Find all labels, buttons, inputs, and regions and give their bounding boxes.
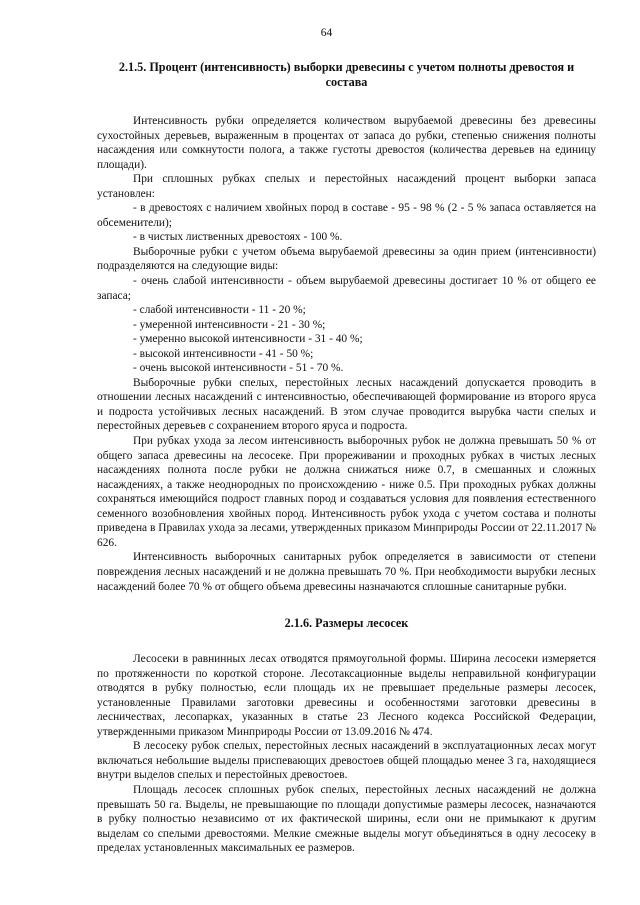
list-item: - слабой интенсивности - 11 - 20 %; [133, 304, 306, 317]
paragraph: При рубках ухода за лесом интенсивность выборочных рубок не должна превышать 50 % от общего запаса древесины на лесосеке. При прореживании и проходных рубках в чистых лесных насаждениях полнота после рубки не должна снижаться ниже 0.7, в смешанных и сложных насаждениях, а также неоднородных по происхождению - ниже 0.5. При проходных рубках должны сохраняться имеющийся подрост главных пород и создаваться условия для появления естественного семенного возобновления хвойных пород. Интенсивность рубок ухода с учетом состава и полноты приведена в Правилах ухода за лесами, утвержденных приказом Минприроды России от 22.11.2017 № 626. [97, 435, 596, 549]
section-title: 2.1.5. Процент (интенсивность) выборки древесины с учетом полноты древостоя и состава [118, 60, 575, 89]
section-intensity [97, 60, 596, 594]
list-item: - умеренной интенсивности - 21 - 30 %; [133, 318, 326, 331]
paragraph: Выборочные рубки спелых, перестойных лесных насаждений допускается проводить в отношении лесных насаждений с интенсивностью, обеспечивающей формирование из второго яруса и подроста устойчивых лесных насаждений. В этом случае проводится вырубка части спелых и перестойных деревьев с сохранением второго яруса и подроста. [97, 376, 596, 433]
list-item: - очень слабой интенсивности - объем вырубаемой древесины достигает 10 % от общего ее запаса; [97, 275, 596, 302]
paragraph: Интенсивность рубки определяется количеством вырубаемой древесины без древесины сухостойных деревьев, выраженным в процентах от запаса до рубки, степенью снижения полноты насаждения или сомкнутости полога, а также густоты древостоя (количества деревьев на единицу площади). [97, 115, 596, 171]
paragraph: Интенсивность выборочных санитарных рубок определяется в зависимости от степени повреждения лесных насаждений и не должна превышать 70 %. При необходимости вырубки лесных насаждений более 70 % от общего объема древесины назначаются сплошные санитарные рубки. [97, 551, 596, 593]
list-item: - в чистых лиственных древостоях - 100 %. [133, 231, 343, 244]
paragraph: При сплошных рубках спелых и перестойных насаждений процент выборки запаса установлен: [97, 173, 596, 200]
section-cutting-area-sizes [97, 616, 596, 856]
paragraph: В лесосеку рубок спелых, перестойных лесных насаждений в эксплуатационных лесах могут включаться небольшие выделы приспевающих древостоев общей площадью менее 3 га, находящиеся внутри выделов спелых и перестойных древостоев. [97, 740, 596, 782]
paragraph: Выборочные рубки с учетом объема вырубаемой древесины за один прием (интенсивности) подразделяются на следующие виды: [97, 245, 596, 273]
paragraph: Лесосеки в равнинных лесах отводятся прямоугольной формы. Ширина лесосеки измеряется по протяженности по короткой стороне. Лесотаксационные выделы неправильной конфигурации отводятся в рубку полностью, если площадь их не превышает предельные размеры лесосек, установленные Правилами заготовки древесины и особенностями заготовки древесины в лесничествах, лесопарках, указанных в статье 23 Лесного кодекса Российской Федерации, утвержденными приказом Минприроды России от 13.09.2016 № 474. [97, 653, 596, 738]
section-title: 2.1.6. Размеры лесосек [284, 616, 409, 631]
list-item: - очень высокой интенсивности - 51 - 70 %. [133, 362, 344, 375]
paragraph: Площадь лесосек сплошных рубок спелых, перестойных лесных насаждений не должна превышать 50 га. Выделы, не превышающие по площади допустимые размеры лесосек, назначаются в рубку полностью независимо от их фактической ширины, если они не примыкают к другим выделам со спелыми древостоями. Мелкие смежные выделы могут объединяться в одну лесосеку в пределах установленных максимальных ее размеров. [97, 783, 596, 855]
list-item: - в древостоях с наличием хвойных пород в составе - 95 - 98 % (2 - 5 % запаса оставляется на обсеменители); [97, 202, 596, 229]
page-number: 64 [320, 27, 333, 39]
list-item: - умеренно высокой интенсивности - 31 - 40 %; [133, 333, 363, 346]
list-item: - высокой интенсивности - 41 - 50 %; [133, 347, 314, 360]
